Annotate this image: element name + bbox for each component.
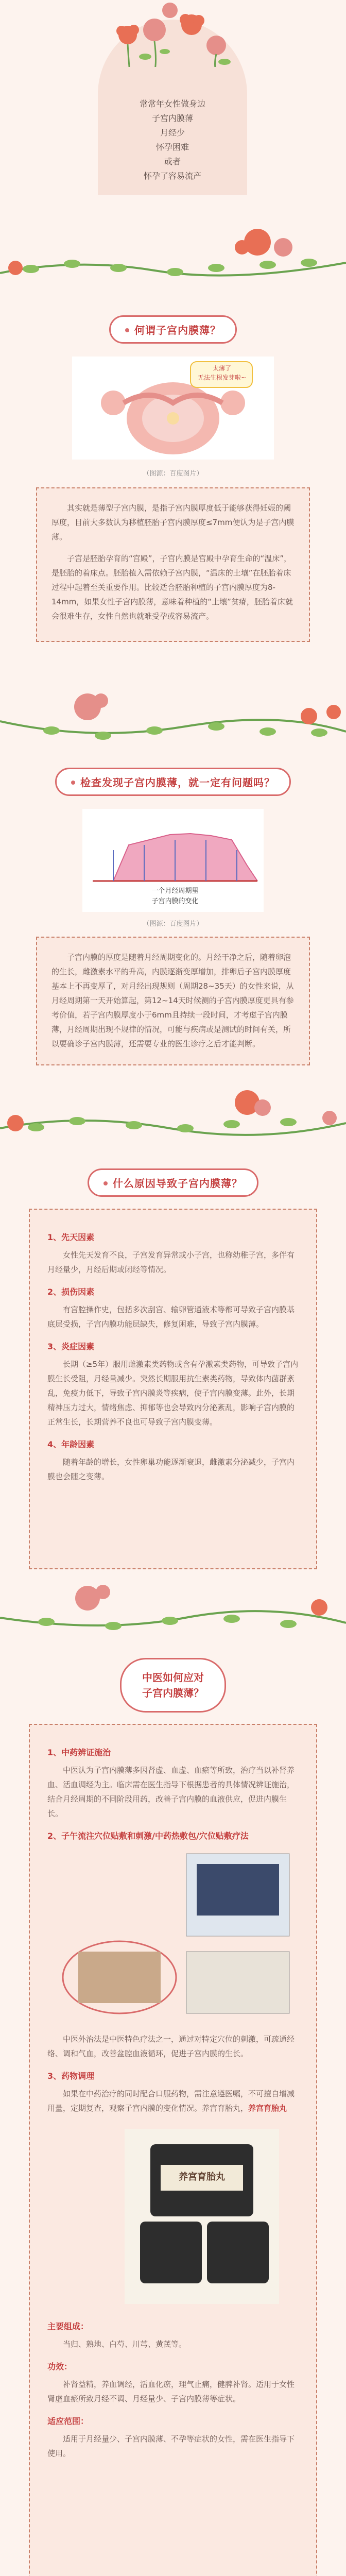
title-dot (103, 1181, 108, 1185)
tag-body: 当归、熟地、白芍、川芎、黄芪等。 (63, 2340, 187, 2349)
paragraph: 其实就是薄型子宫内膜，是指子宫内膜厚度低于能够获得妊娠的阈厚度，目前大多数认为移植胚胎子宫内膜厚度≤7mm便认为是子宫内膜薄。 (51, 503, 295, 541)
vine-divider (0, 685, 346, 747)
item-heading: 1、先天因素 (47, 1232, 95, 1242)
section3-title (88, 1168, 258, 1197)
paragraph: 子宫是胚胎孕育的“宫殿”，子宫内膜是宫殿中孕育生命的“温床”，是胚胎的着床点。胚胎植入需依赖子宫内膜，“温床的土壤”在胚胎着床过程中起着至关重要作用。比较适合胚胎种植的子宫内膜厚度为8-14mm，如果女性子宫内膜薄，意味着种植的“土壤”贫瘠，胚胎着床就会很难生存，女性自然也就难受孕或容易流产。 (51, 554, 293, 621)
product-photo (47, 2124, 299, 2309)
item-body: 中医认为子宫内膜薄多因肾虚、血虚、血瘀等所致，治疗当以补肾养血、活血调经为主。临床需在医生指导下根据患者的具体情况辨证施治，结合月经周期的不同阶段用药，改善子宫内膜的血液供应，促进内膜生长。 (47, 1766, 295, 1818)
endometrium-cycle-illustration (82, 809, 264, 912)
section2-title-text: 检查发现子宫内膜薄，就一定有问题吗？ (80, 776, 275, 789)
section3-list-box (29, 1209, 317, 1569)
highlight-text: 养宫育胎丸 (248, 2104, 287, 2113)
image-caption: （图源：百度图片） (143, 920, 203, 928)
item-body: 长期（≥5年）服用雌激素类药物或含有孕激素类药物，可导致子宫内膜生长受阻，月经量减少。突然长期服用抗生素类药物，导致体内菌群紊乱，免疫力低下，导致子宫内膜炎等疾病，使子宫内膜变薄。此外，长期精神压力过大，情绪焦虑、抑郁等也会导致内分泌紊乱，影响子宫内膜的正常生长，长期营养不良也可导致子宫内膜变薄。 (47, 1360, 299, 1427)
vine-divider (0, 227, 346, 289)
tag-body: 补肾益精，养血调经，活血化瘀，理气止痛，健脾补肾。适用于女性肾虚血瘀所致月经不调、月经量少、子宫内膜薄等症状。 (47, 2380, 295, 2403)
medicine-jar-icon (47, 2124, 301, 2309)
header-line: 或者 (164, 157, 181, 166)
header-line: 怀孕困难 (155, 142, 189, 152)
item-body-text: 如果在中药治疗的同时配合口服药物，需注意遵医嘱，不可擅自增减用量，定期复查，观察子宫内膜的变化情况。养宫育胎丸， (47, 2089, 295, 2113)
flower-decoration (0, 0, 346, 67)
tag-heading: 适应范围： (47, 2416, 89, 2426)
item-heading: 3、炎症因素 (47, 1342, 95, 1351)
item-heading: 2、子午流注穴位贴敷和刺激/中药热敷包/穴位贴敷疗法 (47, 1831, 249, 1841)
bubble-text: 太薄了 无法生根发芽啦~ (197, 365, 247, 381)
section3-title-text: 什么原因导致子宫内膜薄？ (113, 1177, 243, 1190)
section2-text-box (36, 937, 310, 1065)
image-caption: （图源：百度图片） (143, 470, 203, 478)
tag-heading: 主要组成： (47, 2321, 89, 2331)
section4-list-box (29, 1724, 317, 2576)
therapy-photos-icon (47, 1849, 301, 2024)
item-body: 中医外治法是中医特色疗法之一，通过对特定穴位的刺激，可疏通经络、调和气血，改善盆腔血液循环，促进子宫内膜的生长。 (47, 2035, 295, 2058)
vine-divider (0, 1577, 346, 1638)
item-heading: 2、损伤因素 (47, 1287, 95, 1297)
chart-caption: 一个月经周期里 子宫内膜的变化 (151, 887, 199, 905)
item-body: 有宫腔操作史，包括多次刮宫、输卵管通液术等都可导致子宫内膜基底层受损，子宫内膜功能层缺失，修复困难，导致子宫内膜薄。 (47, 1305, 295, 1329)
uterus-illustration (72, 357, 274, 460)
item-body (47, 2087, 299, 2115)
item-heading: 1、中药辨证施治 (47, 1748, 111, 1757)
tag-body: 适用于月经量少、子宫内膜薄、不孕等症状的女性，需在医生指导下使用。 (47, 2434, 295, 2458)
product-label: 养宫育胎丸 (179, 2172, 225, 2182)
header-line: 月经少 (160, 128, 185, 138)
item-body: 女性先天发育不良，子宫发育异常或小子宫，也称幼稚子宫，多伴有月经量少，月经后期或闭经等情况。 (47, 1250, 295, 1274)
paragraph: 子宫内膜的厚度是随着月经周期变化的。月经干净之后，随着卵泡的生长，雌激素水平的升高，内膜逐渐变厚增加，排卵后子宫内膜厚度基本上不再变厚了，对月经出现规则（周期28~35天）的女性来说，从月经周期第一天开始算起，第12~14天时候测的子宫内膜厚度更具有参考价值，若子宫内膜厚度小于6mm且持续一段时间，才考虑子宫内膜薄，月经周期出现不规律的情况，可能与疾病或是测试的时间有关，所以要确诊子宫内膜薄，还需要专业的医生诊疗之后才能判断。 (51, 953, 294, 1048)
header-line: 常常年女性做身边 (139, 99, 205, 109)
section2-title (55, 768, 291, 796)
section1-title-text: 何谓子宫内膜薄？ (134, 324, 221, 336)
header-text (98, 97, 247, 183)
header-line: 子宫内膜薄 (151, 113, 193, 123)
section4-title-text: 中医如何应对 子宫内膜薄？ (142, 1671, 204, 1699)
header-line: 怀孕了容易流产 (143, 171, 201, 181)
item-body: 随着年龄的增长，女性卵巢功能逐渐衰退，雌激素分泌减少，子宫内膜也会随之变薄。 (47, 1458, 295, 1481)
vine-divider (0, 1087, 346, 1149)
section1-title (109, 315, 237, 344)
item-heading: 3、药物调理 (47, 2071, 95, 2081)
section4-title (120, 1658, 226, 1713)
tag-heading: 功效： (47, 2362, 73, 2371)
title-dot (71, 781, 75, 785)
therapy-photo-collage (47, 1849, 299, 2024)
item-heading: 4、年龄因素 (47, 1439, 95, 1449)
section1-text-box (36, 487, 310, 642)
title-dot (125, 328, 129, 332)
